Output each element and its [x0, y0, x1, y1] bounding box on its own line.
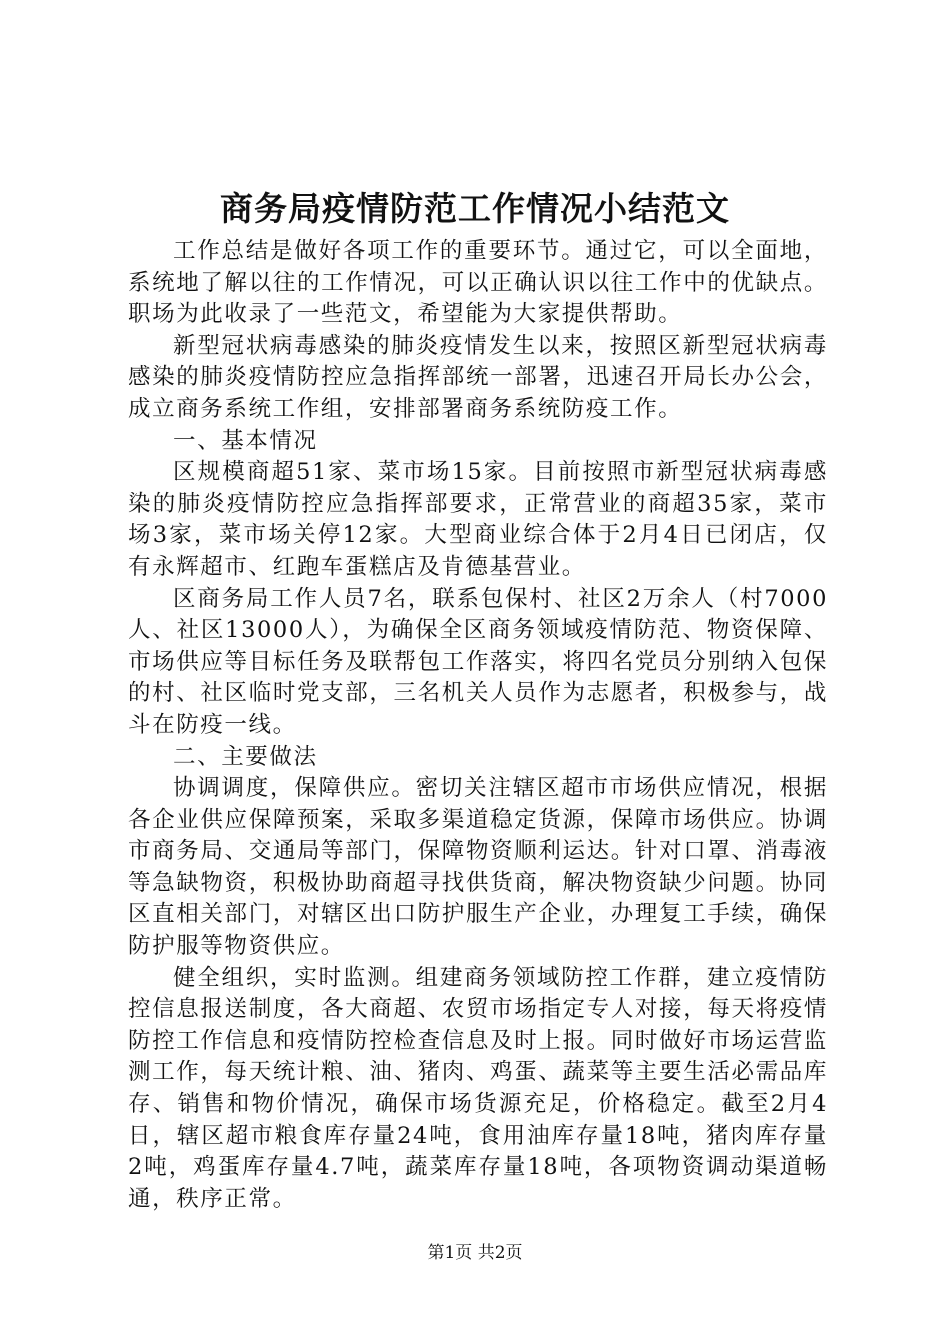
paragraph-intro: 工作总结是做好各项工作的重要环节。通过它，可以全面地，系统地了解以往的工作情况，可以正确认识以往工作中的优缺点。职场为此收录了一些范文，希望能为大家提供帮助。	[128, 238, 828, 328]
paragraph-background: 新型冠状病毒感染的肺炎疫情发生以来，按照区新型冠状病毒感染的肺炎疫情防控应急指挥部统一部署，迅速召开局长办公会，成立商务系统工作组，安排部署商务系统防疫工作。	[128, 332, 828, 422]
document-body	[128, 236, 828, 1215]
page-number-footer: 第1页 共2页	[427, 1243, 523, 1263]
document-title: 商务局疫情防范工作情况小结范文	[220, 189, 730, 228]
paragraph-monitoring: 健全组织，实时监测。组建商务领域防控工作群，建立疫情防控信息报送制度，各大商超、农贸市场指定专人对接，每天将疫情防控工作信息和疫情防控检查信息及时上报。同时做好市场运营监测工作，每天统计粮、油、猪肉、鸡蛋、蔬菜等主要生活必需品库存、销售和物价情况，确保市场货源充足，价格稳定。截至2月4日，辖区超市粮食库存量24吨，食用油库存量18吨，猪肉库存量2吨，鸡蛋库存量4.7吨，蔬菜库存量18吨，各项物资调动渠道畅通，秩序正常。	[128, 964, 828, 1212]
paragraph-coordination: 协调调度，保障供应。密切关注辖区超市市场供应情况，根据各企业供应保障预案，采取多渠道稳定货源，保障市场供应。协调市商务局、交通局等部门，保障物资顺利运达。针对口罩、消毒液等急缺物资，积极协助商超寻找供货商，解决物资缺少问题。协同区直相关部门，对辖区出口防护服生产企业，办理复工手续，确保防护服等物资供应。	[128, 775, 828, 960]
section-heading-main-measures: 二、主要做法	[173, 743, 318, 770]
paragraph-staff: 区商务局工作人员7名，联系包保村、社区2万余人（村7000人、社区13000人），为确保全区商务领域疫情防范、物资保障、市场供应等目标任务及联帮包工作落实，将四名党员分别纳入包保的村、社区临时党支部，三名机关人员作为志愿者，积极参与，战斗在防疫一线。	[128, 585, 828, 738]
section-heading-basic-situation: 一、基本情况	[173, 427, 318, 454]
paragraph-basic-situation: 区规模商超51家、菜市场15家。目前按照市新型冠状病毒感染的肺炎疫情防控应急指挥部要求，正常营业的商超35家，菜市场3家，菜市场关停12家。大型商业综合体于2月4日已闭店，仅有永辉超市、红跑车蛋糕店及肯德基营业。	[128, 459, 828, 580]
